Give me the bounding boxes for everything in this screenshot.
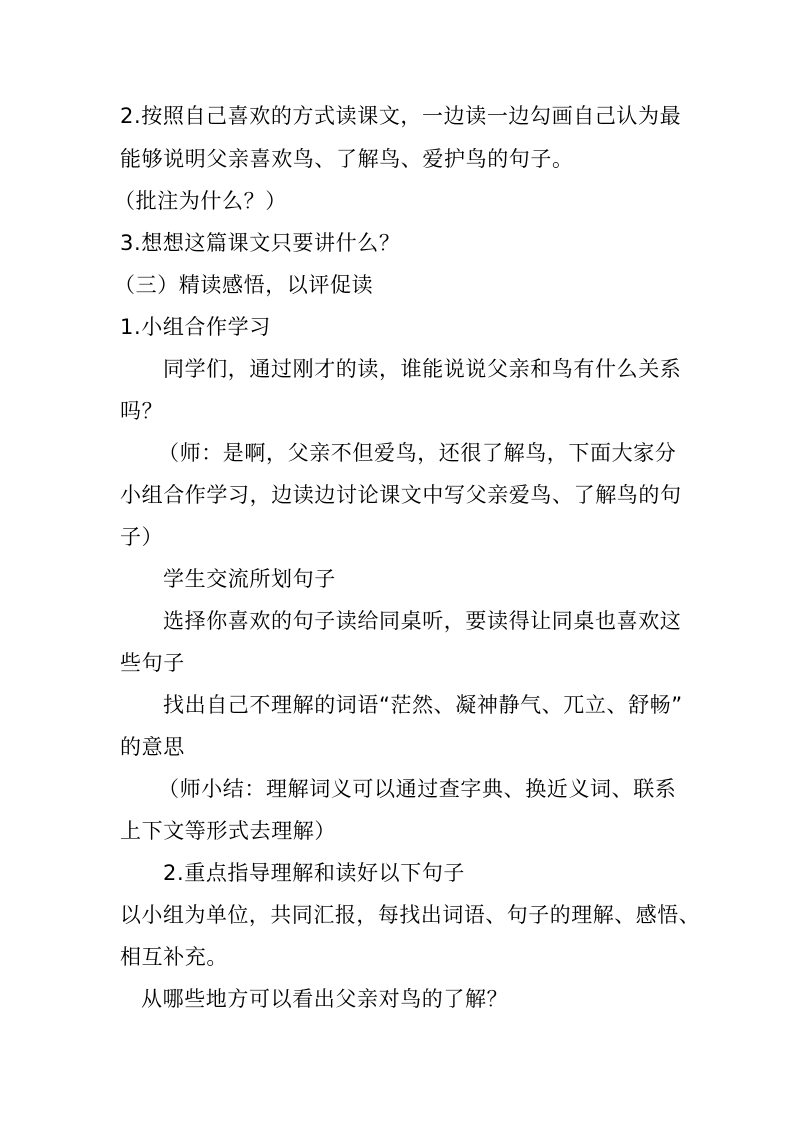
- text-line: 1.小组合作学习: [120, 315, 271, 339]
- text-line: 找出自己不理解的词语“茫然、凝神静气、兀立、舒畅”: [163, 693, 683, 717]
- text-line: 3.想想这篇课文只要讲什么？: [120, 231, 401, 255]
- text-line: 学生交流所划句子: [163, 567, 336, 591]
- text-line: 选择你喜欢的句子读给同桌听，要读得让同桌也喜欢这: [163, 609, 682, 633]
- text-line: 些句子: [120, 651, 185, 675]
- text-line: （师：是啊，父亲不但爱鸟，还很了解鸟，下面大家分: [158, 441, 677, 465]
- text-line: 吗？: [120, 399, 164, 423]
- text-line: （师小结：理解词义可以通过查字典、换近义词、联系: [158, 777, 677, 801]
- text-line: 小组合作学习，边读边讨论课文中写父亲爱鸟、了解鸟的句: [120, 483, 682, 507]
- text-line: 以小组为单位，共同汇报，每找出词语、句子的理解、感悟、: [120, 903, 701, 927]
- text-line: 从哪些地方可以看出父亲对鸟的了解？: [141, 987, 509, 1011]
- text-line: 2.重点指导理解和读好以下句子: [163, 861, 466, 885]
- text-line: 上下文等形式去理解）: [120, 819, 336, 843]
- section-heading: （三）精读感悟，以评促读: [114, 273, 374, 297]
- text-line: 子）: [120, 525, 164, 549]
- text-line: 相互补充。: [120, 945, 228, 969]
- text-line: 的意思: [120, 735, 185, 759]
- text-line: 同学们，通过刚才的读，谁能说说父亲和鸟有什么关系: [163, 357, 682, 381]
- text-line: （批注为什么？）: [114, 189, 287, 213]
- text-line: 能够说明父亲喜欢鸟、了解鸟、爱护鸟的句子。: [120, 147, 574, 171]
- text-line: 2.按照自己喜欢的方式读课文，一边读一边勾画自己认为最: [120, 104, 682, 128]
